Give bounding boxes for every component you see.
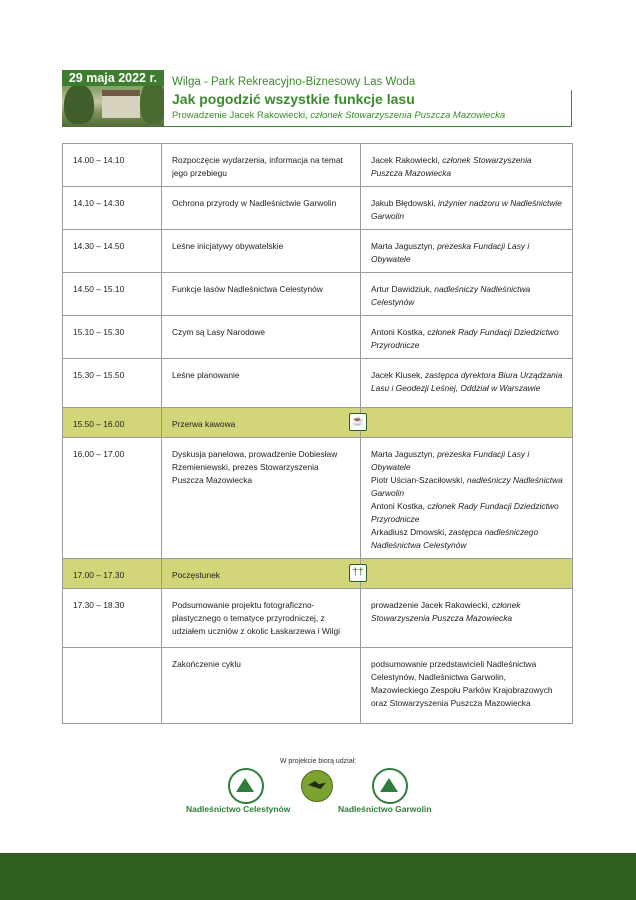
fork-knife-icon: †† [349, 564, 367, 582]
schedule-speakers [361, 273, 573, 316]
schedule-topic: Przerwa kawowa ☕ [162, 408, 361, 438]
speaker-entry: Artur Dawidziuk, nadleśniczy Nadleśnictwa Celestynów [371, 284, 531, 308]
schedule-speakers [361, 589, 573, 648]
schedule-row [63, 187, 573, 230]
schedule-topic: Poczęstunek †† [162, 559, 361, 589]
coffee-cup-icon: ☕ [349, 413, 367, 431]
speaker-entry: Jakub Błędowski, inżynier nadzoru w Nadleśnictwie Garwolin [371, 198, 562, 222]
schedule-row [63, 273, 573, 316]
speaker-entry: Jacek Klusek, zastępca dyrektora Biura Urządzania Lasu i Geodezji Leśnej, Oddział w Warszawie [371, 370, 563, 394]
header-divider [164, 126, 572, 127]
schedule-row [63, 144, 573, 187]
schedule-row [63, 408, 573, 438]
speaker-entry: Piotr Uścian-Szaciłowski, nadleśniczy Nadleśnictwa Garwolin [371, 475, 563, 499]
schedule-time: 14.10 – 14.30 [63, 187, 162, 230]
venue-photo [62, 70, 164, 127]
schedule-row [63, 559, 573, 589]
schedule-row [63, 230, 573, 273]
schedule-time: 17.30 – 18.30 [63, 589, 162, 648]
schedule-row [63, 316, 573, 359]
speaker-entry: podsumowanie przedstawicieli Nadleśnictwa Celestynów, Nadleśnictwa Garwolin, Mazowieckiego Zespołu Parków Krajobrazowych oraz Stowarzyszenia Puszcza Mazowiecka [371, 659, 553, 709]
schedule-speakers [361, 408, 573, 438]
speaker-entry: Antoni Kostka, członek Rady Fundacji Dziedzictwo Przyrodnicze [371, 327, 559, 351]
schedule-time: 15.50 – 16.00 [63, 408, 162, 438]
event-venue: Wilga - Park Rekreacyjno-Biznesowy Las Woda [172, 76, 416, 88]
schedule-topic: Ochrona przyrody w Nadleśnictwie Garwolin [162, 187, 361, 230]
footer-band [0, 853, 636, 900]
stowarzyszenie-logo [301, 770, 333, 802]
event-host: Prowadzenie Jacek Rakowiecki, członek Stowarzyszenia Puszcza Mazowiecka [172, 110, 506, 121]
speaker-entry: Jacek Rakowiecki, członek Stowarzyszenia Puszcza Mazowiecka [371, 155, 532, 179]
schedule-time: 14.50 – 15.10 [63, 273, 162, 316]
schedule-speakers [361, 316, 573, 359]
schedule-table [62, 143, 573, 724]
header-divider-vertical [571, 90, 572, 127]
schedule-speakers [361, 559, 573, 589]
schedule-time [63, 648, 162, 724]
schedule-row [63, 359, 573, 408]
schedule-time: 15.10 – 15.30 [63, 316, 162, 359]
schedule-row [63, 589, 573, 648]
schedule-topic: Czym są Lasy Narodowe [162, 316, 361, 359]
schedule-time: 17.00 – 17.30 [63, 559, 162, 589]
lasy-panstwowe-logo [228, 768, 264, 804]
schedule-topic: Podsumowanie projektu fotograficzno-plastycznego o tematyce przyrodniczej, z udziałem uczniów z okolic Łaskarzewa i Wilgi [162, 589, 361, 648]
schedule-topic: Leśne planowanie [162, 359, 361, 408]
schedule-topic: Leśne inicjatywy obywatelskie [162, 230, 361, 273]
lasy-panstwowe-logo [372, 768, 408, 804]
speaker-entry: Arkadiusz Dmowski, zastępca nadleśniczego Nadleśnictwa Celestynów [371, 527, 539, 551]
schedule-row [63, 438, 573, 559]
speaker-entry: Marta Jagusztyn, prezeska Fundacji Lasy i Obywatele [371, 449, 530, 473]
schedule-speakers [361, 187, 573, 230]
speaker-entry: Marta Jagusztyn, prezeska Fundacji Lasy i Obywatele [371, 241, 530, 265]
partner-name-celestynow: Nadleśnictwo Celestynów [186, 804, 291, 814]
schedule-time: 16.00 – 17.00 [63, 438, 162, 559]
schedule-topic: Dyskusja panelowa, prowadzenie Dobiesław Rzemieniewski, prezes Stowarzyszenia Puszcza Mazowiecka [162, 438, 361, 559]
speaker-entry: prowadzenie Jacek Rakowiecki, członek Stowarzyszenia Puszcza Mazowiecka [371, 600, 521, 624]
schedule-time: 15.30 – 15.50 [63, 359, 162, 408]
partner-name-garwolin: Nadleśnictwo Garwolin [338, 804, 432, 814]
schedule-speakers [361, 144, 573, 187]
partners-label: W projekcie biorą udział: [279, 758, 357, 765]
event-title: Jak pogodzić wszystkie funkcje lasu [172, 91, 415, 107]
event-header [62, 70, 572, 127]
schedule-topic: Funkcje lasów Nadleśnictwa Celestynów [162, 273, 361, 316]
schedule-topic: Zakończenie cyklu [162, 648, 361, 724]
schedule-speakers [361, 648, 573, 724]
speaker-entry: Antoni Kostka, członek Rady Fundacji Dziedzictwo Przyrodnicze [371, 501, 559, 525]
schedule-speakers [361, 359, 573, 408]
schedule-time: 14.30 – 14.50 [63, 230, 162, 273]
schedule-speakers [361, 438, 573, 559]
schedule-time: 14.00 – 14.10 [63, 144, 162, 187]
schedule-topic: Rozpoczęcie wydarzenia, informacja na temat jego przebiegu [162, 144, 361, 187]
schedule-speakers [361, 230, 573, 273]
event-date: 29 maja 2022 r. [62, 70, 164, 86]
schedule-row [63, 648, 573, 724]
